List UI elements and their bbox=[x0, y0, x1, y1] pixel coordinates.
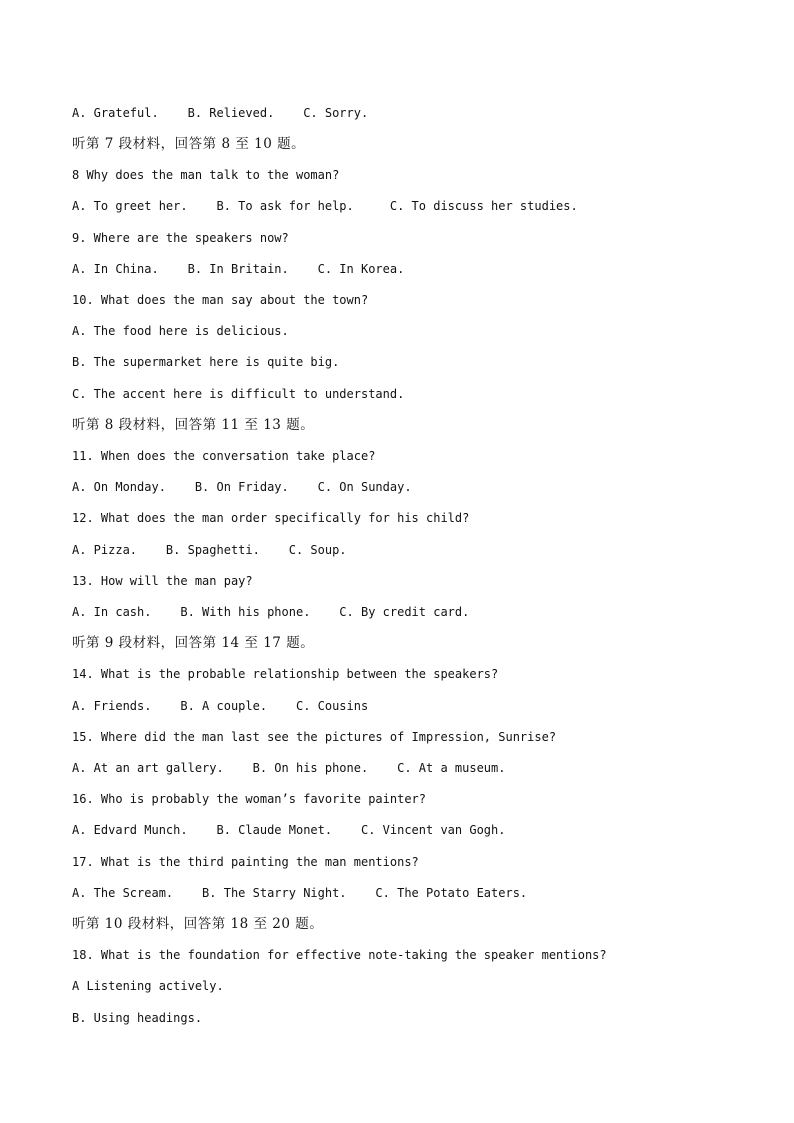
section-heading-8: 听第 8 段材料，回答第 11 至 13 题。 bbox=[72, 417, 315, 433]
question-14: 14. What is the probable relationship between the speakers? bbox=[72, 667, 499, 681]
answer-options-q13: A. In cash. B. With his phone. C. By credit card. bbox=[72, 605, 470, 619]
question-8: 8 Why does the man talk to the woman? bbox=[72, 168, 340, 182]
question-10: 10. What does the man say about the town? bbox=[72, 293, 369, 307]
question-11: 11. When does the conversation take place? bbox=[72, 449, 376, 463]
answer-options-q16: A. Edvard Munch. B. Claude Monet. C. Vincent van Gogh. bbox=[72, 823, 506, 837]
question-13: 13. How will the man pay? bbox=[72, 574, 253, 588]
answer-options-q9: A. In China. B. In Britain. C. In Korea. bbox=[72, 262, 405, 276]
question-9: 9. Where are the speakers now? bbox=[72, 231, 289, 245]
answer-options-q11: A. On Monday. B. On Friday. C. On Sunday. bbox=[72, 480, 412, 494]
answer-options-q7: A. Grateful. B. Relieved. C. Sorry. bbox=[72, 106, 369, 120]
answer-option-q18-a: A Listening actively. bbox=[72, 979, 224, 993]
question-16: 16. Who is probably the woman’s favorite painter? bbox=[72, 792, 427, 806]
answer-options-q12: A. Pizza. B. Spaghetti. C. Soup. bbox=[72, 543, 347, 557]
section-heading-9: 听第 9 段材料，回答第 14 至 17 题。 bbox=[72, 635, 315, 651]
answer-options-q17: A. The Scream. B. The Starry Night. C. The Potato Eaters. bbox=[72, 886, 528, 900]
answer-options-q14: A. Friends. B. A couple. C. Cousins bbox=[72, 699, 369, 713]
section-heading-10: 听第 10 段材料，回答第 18 至 20 题。 bbox=[72, 916, 324, 932]
answer-options-q15: A. At an art gallery. B. On his phone. C. At a museum. bbox=[72, 761, 506, 775]
question-15: 15. Where did the man last see the pictures of Impression, Sunrise? bbox=[72, 730, 557, 744]
question-18: 18. What is the foundation for effective note-taking the speaker mentions? bbox=[72, 948, 607, 962]
answer-option-q10-b: B. The supermarket here is quite big. bbox=[72, 355, 340, 369]
question-17: 17. What is the third painting the man mentions? bbox=[72, 855, 419, 869]
section-heading-7: 听第 7 段材料，回答第 8 至 10 题。 bbox=[72, 136, 306, 152]
answer-option-q10-a: A. The food here is delicious. bbox=[72, 324, 289, 338]
answer-option-q18-b: B. Using headings. bbox=[72, 1011, 203, 1025]
answer-option-q10-c: C. The accent here is difficult to understand. bbox=[72, 387, 405, 401]
answer-options-q8: A. To greet her. B. To ask for help. C. To discuss her studies. bbox=[72, 199, 578, 213]
question-12: 12. What does the man order specifically for his child? bbox=[72, 511, 470, 525]
